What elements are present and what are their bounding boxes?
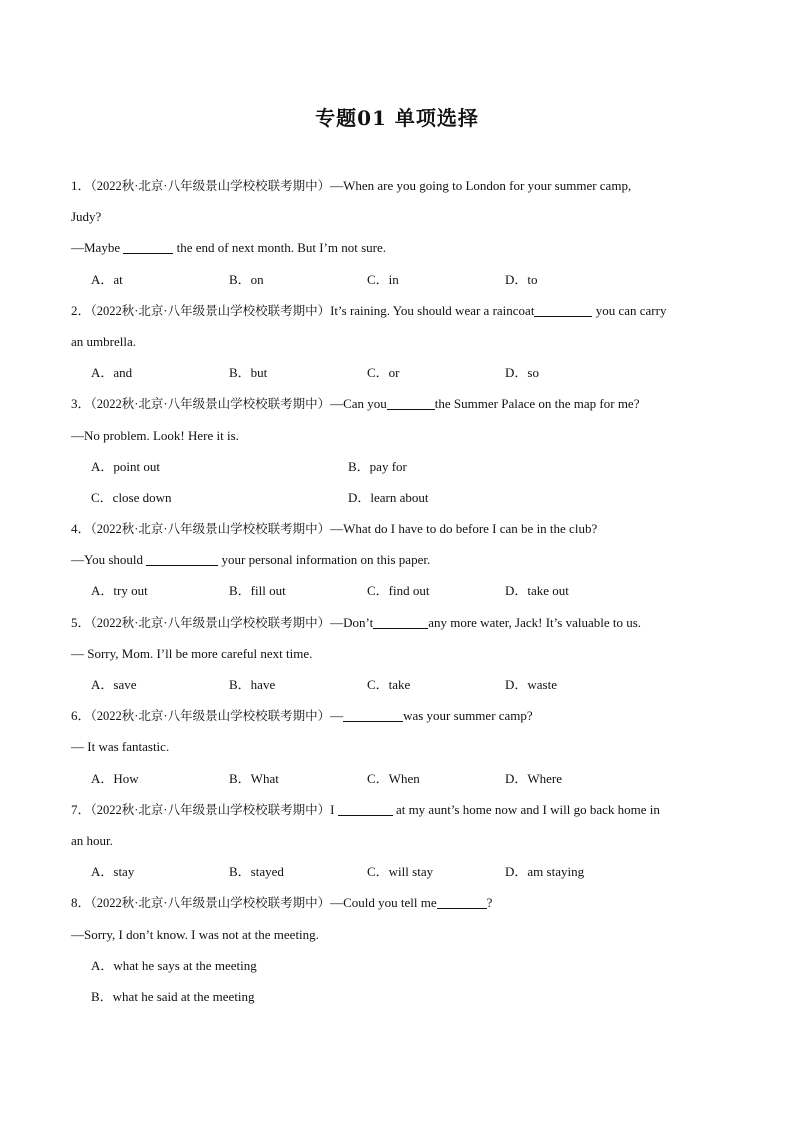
question-4 [71,513,726,607]
question-list [71,170,726,1012]
question-5 [71,607,726,701]
option-c[interactable]: C．will stay [367,864,434,880]
question-stem: any more water, Jack! It’s valuable to us. [428,614,642,630]
options-row [71,856,726,887]
question-reply: —No problem. Look! Here it is. [71,427,239,443]
question-6 [71,700,726,794]
question-stem-continued: an hour. [71,832,113,848]
option-c[interactable]: C．When [367,770,420,786]
question-stem: —Maybe [71,240,124,256]
question-stem: —Can you [330,396,387,412]
option-b[interactable]: B．fill out [229,583,286,599]
question-source: （2022秋·北京·八年级景山学校校联考期中） [90,896,331,911]
option-b[interactable]: B．pay for [348,458,407,474]
question-number: 4． [71,521,91,537]
option-d[interactable]: D．learn about [348,489,429,505]
option-b[interactable]: B．on [229,271,264,287]
question-stem: ? [486,895,493,911]
question-number: 8． [71,895,91,911]
option-b[interactable]: B．but [229,365,268,381]
answer-blank [146,552,218,566]
question-source: （2022秋·北京·八年级景山学校校联考期中） [90,709,331,724]
question-stem: the Summer Palace on the map for me? [434,396,640,412]
options-row [71,575,726,606]
question-number: 5． [71,614,91,630]
question-number: 7． [71,801,91,817]
question-stem: It’s raining. You should wear a raincoat [330,302,535,318]
options-row [71,669,726,700]
option-a[interactable]: A．How [91,770,139,786]
question-stem: —Could you tell me [330,895,437,911]
option-b[interactable]: B．what he said at the meeting [91,988,255,1004]
question-reply: — It was fantastic. [71,739,170,755]
question-source: （2022秋·北京·八年级景山学校校联考期中） [90,397,331,412]
question-source: （2022秋·北京·八年级景山学校校联考期中） [90,615,331,630]
option-a[interactable]: A．what he says at the meeting [91,957,257,973]
question-stem: was your summer camp? [403,708,533,724]
question-stem: — [330,708,344,724]
option-d[interactable]: D．so [505,365,539,381]
question-1 [71,170,726,295]
question-stem: your personal information on this paper. [218,552,431,568]
question-3 [71,388,726,513]
answer-blank [534,303,592,317]
page-title: 专题01 单项选择 [315,106,479,130]
question-stem-continued: Judy? [71,209,102,225]
question-stem: —Don’t [330,614,374,630]
answer-blank [343,708,403,722]
question-8 [71,887,726,1012]
option-a[interactable]: A．point out [91,458,160,474]
option-a[interactable]: A．stay [91,864,135,880]
question-stem-continued: an umbrella. [71,333,136,349]
option-a[interactable]: A．at [91,271,123,287]
options-row [71,763,726,794]
question-source: （2022秋·北京·八年级景山学校校联考期中） [90,522,331,537]
question-stem: you can carry [592,302,667,318]
answer-blank [387,396,435,410]
question-stem: the end of next month. But I’m not sure. [173,240,387,256]
options-row [71,482,726,513]
question-number: 1． [71,178,91,193]
option-c[interactable]: C．take [367,677,411,692]
option-d[interactable]: D．take out [505,583,569,599]
question-stem: at my aunt’s home now and I will go back home in [392,801,660,817]
answer-blank [338,802,393,816]
question-stem: I [330,801,338,817]
option-c[interactable]: C．find out [367,583,430,599]
option-b[interactable]: B．stayed [229,864,284,880]
question-stem: —What do I have to do before I can be in the club? [330,521,598,537]
question-number: 2． [71,302,91,318]
option-a[interactable]: A．save [91,677,137,692]
option-d[interactable]: D．am staying [505,864,585,880]
option-b[interactable]: B．have [229,677,276,692]
options-row [71,357,726,388]
options-row [71,950,726,981]
question-number: 6． [71,708,91,724]
answer-blank [437,895,487,909]
option-d[interactable]: D．to [505,271,538,287]
option-c[interactable]: C．close down [91,489,172,505]
options-row [71,981,726,1012]
option-c[interactable]: C．or [367,365,400,381]
question-source: （2022秋·北京·八年级景山学校校联考期中） [90,802,331,817]
option-d[interactable]: D．Where [505,770,563,786]
options-row [71,451,726,482]
answer-blank [373,615,428,629]
option-a[interactable]: A．and [91,365,133,381]
question-number: 3． [71,396,91,412]
option-b[interactable]: B．What [229,770,279,786]
option-d[interactable]: D．waste [505,677,557,692]
option-c[interactable]: C．in [367,271,399,287]
question-2 [71,295,726,389]
question-stem: —You should [71,552,147,568]
question-source: （2022秋·北京·八年级景山学校校联考期中） [90,303,331,318]
option-a[interactable]: A．try out [91,583,148,599]
question-stem: —When are you going to London for your summer camp, [330,178,632,193]
answer-blank [123,240,173,254]
options-row [71,264,726,295]
question-7 [71,794,726,888]
question-reply: — Sorry, Mom. I’ll be more careful next time. [71,645,313,661]
question-source: （2022秋·北京·八年级景山学校校联考期中） [90,179,331,193]
question-reply: —Sorry, I don’t know. I was not at the meeting. [71,926,319,942]
